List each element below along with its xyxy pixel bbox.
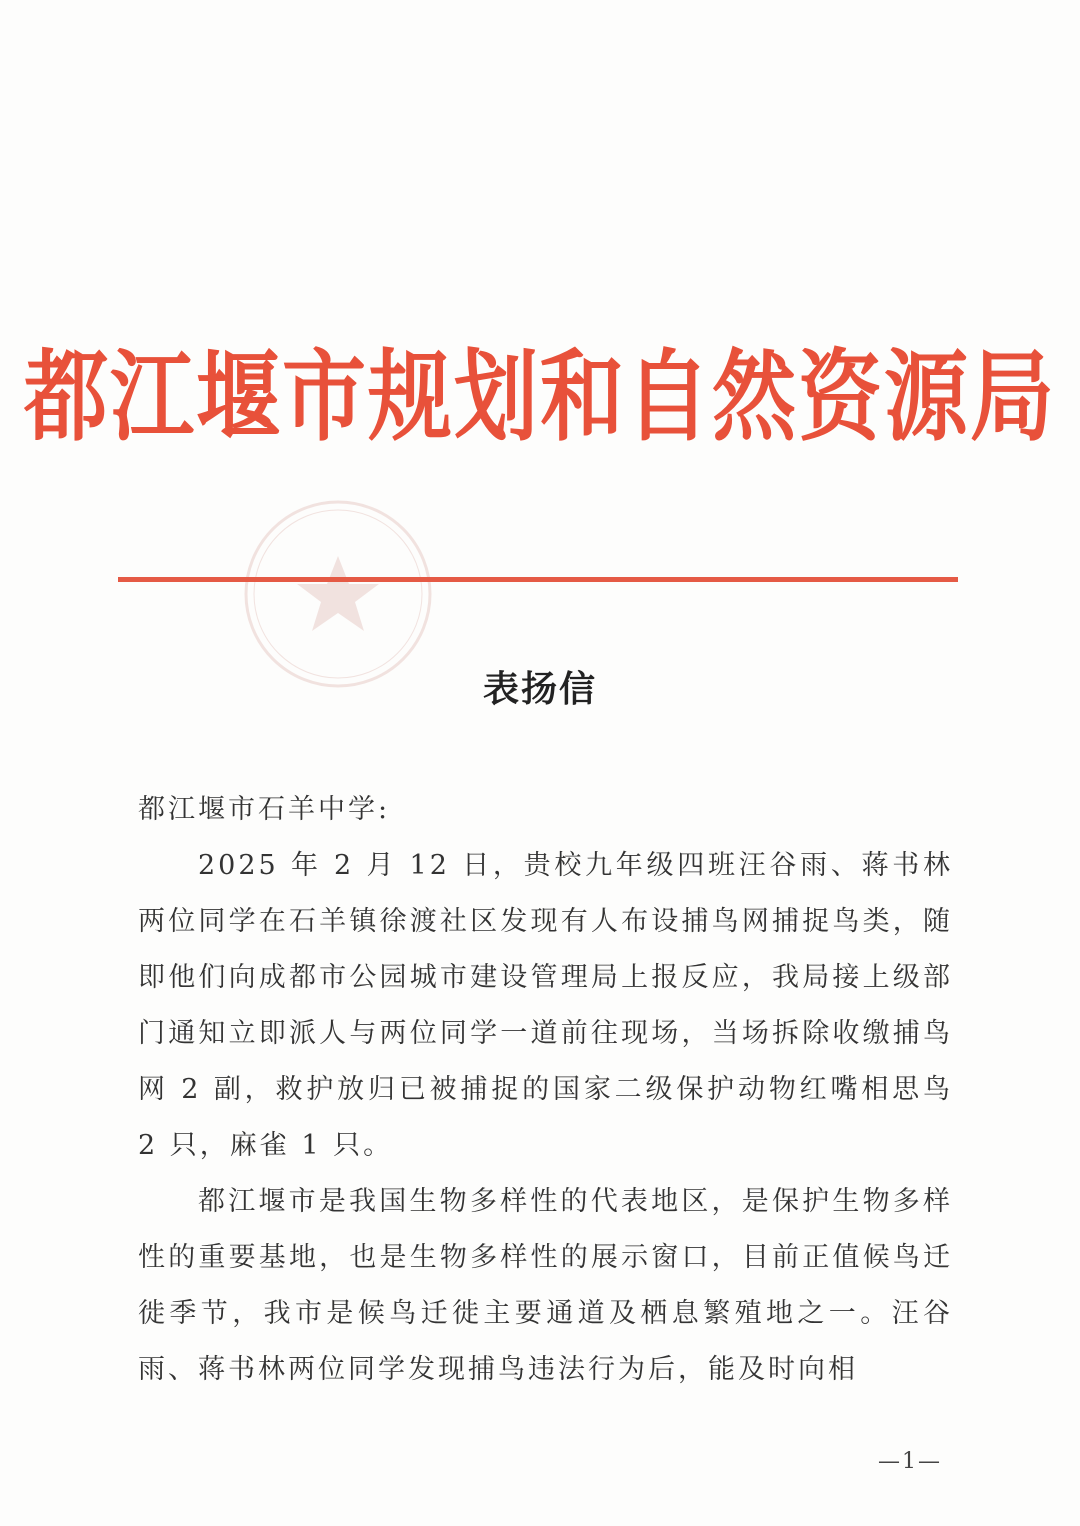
paragraph-1: 2025 年 2 月 12 日，贵校九年级四班汪谷雨、蒋书林两位同学在石羊镇徐渡社区发现有人布设捕鸟网捕捉鸟类，随即他们向成都市公园城市建设管理局上报反应，我局接上级部门通知立即派人与两位同学一道前往现场，当场拆除收缴捕鸟网 2 副，救护放归已被捕捉的国家二级保护动物红嘴相思鸟 2 只，麻雀 1 只。	[138, 850, 953, 1161]
page-number: —1—	[878, 1449, 942, 1474]
letterhead-agency-name: 都江堰市规划和自然资源局	[23, 337, 1056, 455]
paragraph-2: 都江堰市是我国生物多样性的代表地区，是保护生物多样性的重要基地，也是生物多样性的展示窗口，目前正值候鸟迁徙季节，我市是候鸟迁徙主要通道及栖息繁殖地之一。汪谷雨、蒋书林两位同学发现捕鸟违法行为后，能及时向相	[138, 1186, 953, 1385]
letterhead-red-rule	[118, 577, 958, 582]
document-title: 表扬信	[482, 668, 597, 710]
letter-body	[138, 782, 953, 1398]
salutation: 都江堰市石羊中学:	[138, 794, 391, 825]
